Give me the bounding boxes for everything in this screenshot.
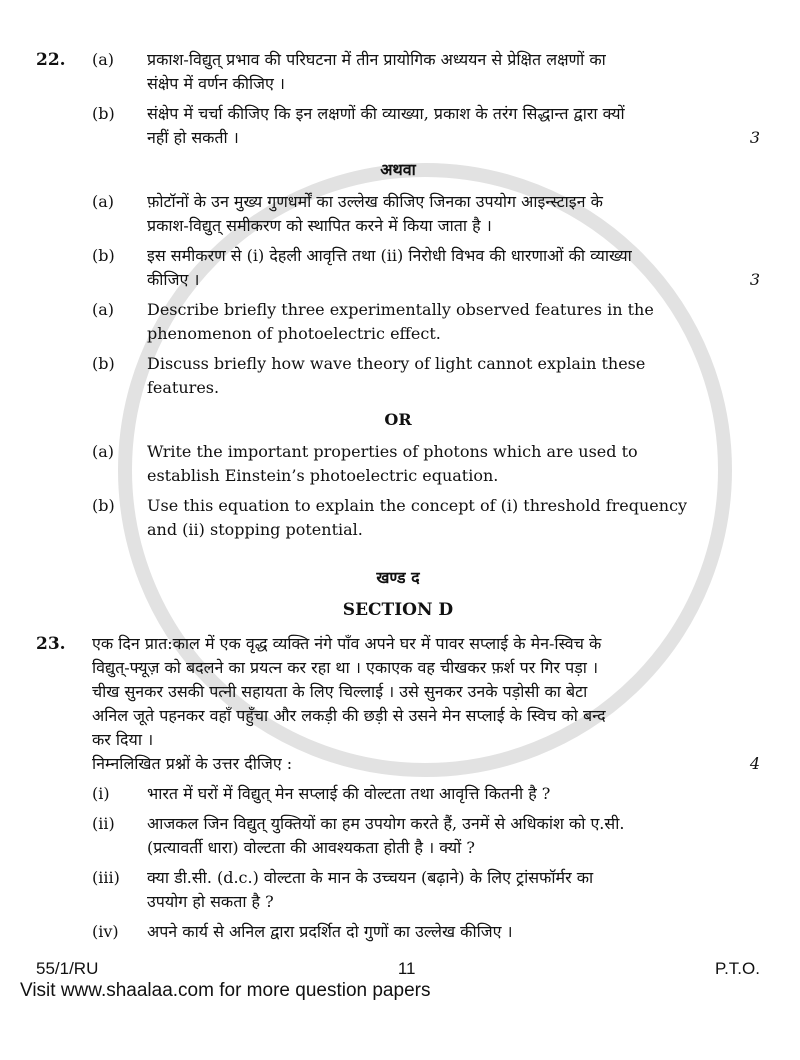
question-part [36, 298, 760, 346]
text-line: नहीं हो सकती । [147, 128, 239, 147]
text-line: चीख सुनकर उसकी पत्नी सहायता के लिए चिल्लाई । उसे सुनकर उनके पड़ोसी का बेटा [92, 681, 588, 701]
text-line: संक्षेप में वर्णन कीजिए । [147, 74, 285, 93]
part-text [147, 352, 718, 400]
text-line: कीजिए । [147, 270, 200, 289]
marks: 3 [749, 128, 760, 147]
text-line: phenomenon of photoelectric effect. [147, 324, 441, 343]
section-heading-hindi: खण्ड द [376, 568, 420, 587]
text-line: भारत में घरों में विद्युत् मेन सप्लाई की वोल्टता तथा आवृत्ति कितनी है ? [147, 783, 551, 803]
question-number: 23. [36, 633, 66, 654]
or-heading: OR [384, 410, 412, 429]
part-label: (b) [92, 104, 115, 123]
instruction: निम्नलिखित प्रश्नों के उत्तर दीजिए : [92, 753, 293, 773]
text-line: एक दिन प्रात:काल में एक वृद्ध व्यक्ति नंगे पाँव अपने घर में पावर सप्लाई के मेन-स्विच के [92, 633, 602, 653]
question-part [36, 244, 760, 292]
text-line: (प्रत्यावर्ती धारा) वोल्टता की आवश्यकता होती है । क्यों ? [147, 837, 475, 857]
part-text [147, 782, 718, 806]
text-line: संक्षेप में चर्चा कीजिए कि इन लक्षणों की व्याख्या, प्रकाश के तरंग सिद्धान्त द्वारा क्यों [147, 104, 625, 123]
text-line: features. [147, 378, 220, 397]
text-line: फ़ोटॉनों के उन मुख्य गुणधर्मों का उल्लेख कीजिए जिनका उपयोग आइन्स्टाइन के [147, 192, 603, 211]
text-line: Write the important properties of photons which are used to [147, 442, 638, 461]
part-label: (a) [92, 442, 115, 461]
footer [36, 950, 760, 979]
pto-label: P.T.O. [714, 958, 760, 978]
question-part [36, 812, 760, 860]
marks: 4 [749, 753, 760, 773]
part-label: (b) [92, 496, 115, 515]
text-line: and (ii) stopping potential. [147, 520, 363, 539]
question-part [36, 190, 760, 238]
text-line: आजकल जिन विद्युत् युक्तियों का हम उपयोग करते हैं, उनमें से अधिकांश को ए.सी. [147, 813, 625, 833]
text-line: कर दिया । [92, 729, 154, 749]
section-heading: SECTION D [342, 600, 454, 620]
part-text [147, 440, 718, 488]
part-text [147, 866, 718, 914]
text-line: Describe briefly three experimentally observed features in the [147, 300, 654, 319]
question-part [36, 352, 760, 400]
question-stem [36, 632, 760, 776]
part-label: (b) [92, 354, 115, 373]
part-text [147, 190, 718, 238]
question-part [36, 866, 760, 914]
text-line: उपयोग हो सकता है ? [147, 891, 274, 911]
text-line: अनिल जूते पहनकर वहाँ पहुँचा और लकड़ी की छड़ी से उसने मेन सप्लाई के स्विच को बन्द [92, 705, 606, 725]
text-line: Discuss briefly how wave theory of light cannot explain these [147, 354, 646, 373]
text-line: प्रकाश-विद्युत् प्रभाव की परिघटना में तीन प्रायोगिक अध्ययन से प्रेक्षित लक्षणों का [147, 50, 606, 69]
page-number: 11 [397, 958, 416, 978]
part-label: (ii) [92, 813, 115, 833]
part-text [147, 244, 718, 292]
text-line: इस समीकरण से (i) देहली आवृत्ति तथा (ii) निरोधी विभव की धारणाओं की व्याख्या [147, 246, 632, 265]
text-line: प्रकाश-विद्युत् समीकरण को स्थापित करने में किया जाता है । [147, 216, 492, 235]
question-part [36, 440, 760, 488]
question-part [36, 920, 760, 944]
part-label: (iv) [92, 921, 119, 941]
part-label: (a) [92, 192, 115, 211]
question-part [36, 102, 760, 150]
paper-code: 55/1/RU [36, 958, 99, 978]
text-line: Use this equation to explain the concept of (i) threshold frequency [147, 496, 688, 515]
text-line: अपने कार्य से अनिल द्वारा प्रदर्शित दो गुणों का उल्लेख कीजिए । [147, 921, 513, 941]
part-text [147, 920, 718, 944]
question-text [92, 632, 718, 776]
part-text [147, 812, 718, 860]
part-label: (a) [92, 300, 115, 319]
text-line: establish Einstein’s photoelectric equation. [147, 466, 499, 485]
question-part [36, 48, 760, 96]
part-label: (iii) [92, 867, 120, 887]
part-text [147, 102, 718, 150]
part-label: (b) [92, 246, 115, 265]
part-text [147, 494, 718, 542]
text-line: विद्युत्-फ्यूज़ को बदलने का प्रयत्न कर रहा था । एकाएक वह चीखकर फ़र्श पर गिर पड़ा । [92, 657, 599, 677]
part-label: (a) [92, 50, 115, 69]
question-part [36, 494, 760, 542]
text-line: क्या डी.सी. (d.c.) वोल्टता के मान के उच्चयन (बढ़ाने) के लिए ट्रांसफॉर्मर का [147, 867, 594, 887]
part-text [147, 298, 718, 346]
or-heading: अथवा [380, 160, 416, 179]
part-label: (i) [92, 783, 110, 803]
marks: 3 [749, 270, 760, 289]
question-part [36, 782, 760, 806]
part-text [147, 48, 718, 96]
question-number: 22. [36, 50, 66, 70]
visit-link[interactable]: Visit www.shaalaa.com for more question papers [20, 979, 431, 1001]
